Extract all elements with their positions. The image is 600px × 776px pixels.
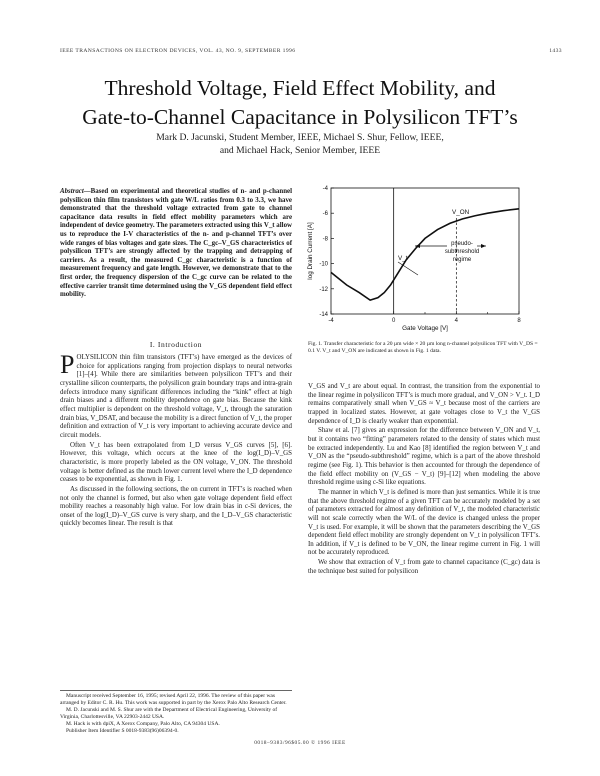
paper-title [40, 74, 560, 132]
footnote-affiliation-1: M. D. Jacunski and M. S. Shur are with the Department of Electrical Engineering, University of Virginia, Charlottesville, VA 22903-2442 USA. [60, 706, 278, 720]
y-axis-title: log Drain Current [A] [307, 222, 314, 280]
von-label: V_ON [452, 209, 470, 216]
series-line [331, 209, 519, 300]
title-line-2: Gate-to-Channel Capacitance in Polysilicon TFT’s [82, 105, 518, 129]
x-tick-label: -4 [328, 318, 334, 324]
running-head [60, 48, 562, 54]
footnote-identifier: Publisher Item Identifier S 0018-9383(96)06394-0. [66, 727, 179, 734]
y-tick-label: -8 [322, 236, 328, 243]
footnote-manuscript: Manuscript received September 16, 1995; revised April 22, 1996. The review of this paper was arranged by Editor C. R. Hu. This work was supported in part by the Xerox Palo Alto Research Center. [60, 693, 287, 706]
intro-paragraph-1-text: OLYSILICON thin film transistors (TFT’s) have emerged as the devices of choice for applications ranging from projection displays to neural networks [1]–[4]. While there are similarities between polysilicon TFT’s and their crystalline silicon counterparts, the polysilicon grain boundary traps and intra-grain defects introduce many significant differences including the “kink” effect at high drain biases and a different mobility dependence on gate bias. Because the kink effect multiplier is dependent on the threshold voltage, V_t, through the saturation drain bias, V_DSAT, and because the mobility is a direct function of V_t, the proper definition and extraction of V_t is very important to achieving accurate device and circuit models. [60, 354, 292, 439]
y-tick-label: -10 [319, 261, 328, 268]
vt-label: V_t [398, 255, 408, 262]
right-column [308, 383, 540, 577]
intro-paragraph-1 [60, 350, 292, 441]
figure-caption [308, 341, 540, 355]
x-tick-label: 0 [391, 318, 396, 324]
author-list [60, 131, 540, 157]
caption-label: Fig. 1. [308, 341, 323, 347]
footnote-block [60, 690, 292, 734]
region-label-line-2: subthreshold [444, 249, 480, 255]
region-label-line-1: pseudo- [451, 241, 473, 247]
y-tick-label: -6 [322, 211, 328, 218]
journal-name: IEEE TRANSACTIONS ON ELECTRON DEVICES, VOL. 43, NO. 9, SEPTEMBER 1996 [60, 48, 296, 54]
section-title-introduction: I. Introduction [149, 340, 203, 349]
abstract [60, 188, 292, 300]
y-tick-label: -12 [319, 286, 328, 293]
page-footer: 0018–9383/96$05.00 © 1996 IEEE [254, 740, 346, 746]
right-paragraph-3: The manner in which V_t is defined is more than just semantics. While it is true that the above threshold regime of a given TFT can be accurately modeled by a set of parameters extracted for almost any definition of V_t, the modeled characteristic will not scale correctly when the W/L of the device is changed unless the proper V_t is used. For example, it will be shown that the parameters describing the V_GS dependent field effect mobility are strongly dependent on V_t in polysilicon TFT’s. In addition, if V_t is defined to be V_ON, the linear regime current in Fig. 1 will not be accurately reproduced. [308, 488, 540, 557]
region-arrowhead-right [481, 244, 486, 248]
x-tick-label: 4 [454, 318, 459, 324]
authors-line-1: Mark D. Jacunski, Student Member, IEEE, Michael S. Shur, Fellow, IEEE, [156, 132, 444, 143]
transfer-characteristic-chart [302, 182, 552, 342]
page-number: 1433 [549, 48, 562, 54]
region-label-line-3: regime [452, 257, 472, 263]
right-paragraph-4: We show that extraction of V_t from gate to channel capacitance (C_gc) data is the technique best suited for polysilicon [308, 559, 540, 575]
plot-frame [331, 188, 519, 314]
y-tick-label: -14 [319, 312, 328, 318]
abstract-lead: Abstract— [60, 188, 91, 195]
intro-paragraph-3: As discussed in the following sections, the on current in TFT’s is reached when not only the channel is formed, but also when gate voltage dependent field effect mobility reaches a reasonably high value. For low drain bias in c-Si devices, the onset of the log(I_D)–V_GS curve is very sharp, and the I_D–V_GS characteristic quickly becomes linear. The result is that [60, 485, 292, 528]
drop-cap: P [60, 350, 75, 379]
left-column [60, 350, 292, 530]
x-axis-title: Gate Voltage [V] [402, 325, 448, 332]
title-line-1: Threshold Voltage, Field Effect Mobility, and [104, 76, 496, 100]
right-paragraph-2: Shaw et al. [7] gives an expression for the difference between V_ON and V_t, but it contains two “fitting” parameters related to the density of states which must be extracted independently. Lu and Kao [8] identified the region between V_t and V_ON as the “pseudo-subthreshold” regime, which is a part of the above threshold regime (see Fig. 1). This behavior is then accounted for through the dependence of the field effect mobility on (V_GS − V_t) [9]–[12] when modeling the above threshold regime using c-Si like equations. [308, 427, 540, 487]
intro-paragraph-2: Often V_t has been extrapolated from I_D versus V_GS curves [5], [6]. However, this voltage, which occurs at the knee of the log(I_D)–V_GS characteristic, is more properly labeled as the ON voltage, V_ON. The threshold voltage is better defined as the much lower current level where the I_D dependence ceases to be exponential, as shown in Fig. 1. [60, 441, 292, 484]
footnote-affiliation-2: M. Hack is with dpiX, A Xerox Company, Palo Alto, CA 94304 USA. [66, 720, 220, 727]
y-tick-label: -4 [322, 186, 328, 192]
authors-line-2: and Michael Hack, Senior Member, IEEE [219, 145, 381, 156]
right-paragraph-1: V_GS and V_t are about equal. In contrast, the transition from the exponential to the linear regime in polysilicon TFT’s is much more gradual, and V_ON > V_t. I_D remains comparatively small when V_GS ≈ V_t because most of the carriers are trapped in localized states. However, at gate voltages close to V_t the V_GS dependence of I_D is clearly weaker than exponential. [308, 383, 540, 425]
figure-1 [302, 182, 552, 342]
caption-text: Transfer characteristic for a 20 µm wide × 20 µm long n-channel polysilicon TFT with V_DS = 0.1 V. V_t and V_ON are indicated as shown in Fig. 1 data. [308, 341, 538, 354]
x-tick-label: 8 [517, 318, 521, 324]
abstract-text: Based on experimental and theoretical studies of n- and p-channel polysilicon thin film transistors with gate W/L ratios from 0.3 to 3.3, we have demonstrated that the threshold voltage extracted from gate to channel capacitance data results in field effect mobility parameters which are independent of device geometry. The parameters extracted using this V_t allow us to reproduce the I-V characteristics of the n- and p-channel TFT’s over wide ranges of bias voltages and gate sizes. The C_gc–V_GS characteristics of polysilicon TFT’s are strongly affected by the trapping and detrapping of carriers. As a result, the measured C_gc characteristic is a function of measurement frequency and gate length. However, we demonstrate that to the first order, the frequency dispersion of the C_gc curve can be related to the effective carrier transit time determined using the V_GS dependent field effect mobility. [60, 188, 292, 299]
